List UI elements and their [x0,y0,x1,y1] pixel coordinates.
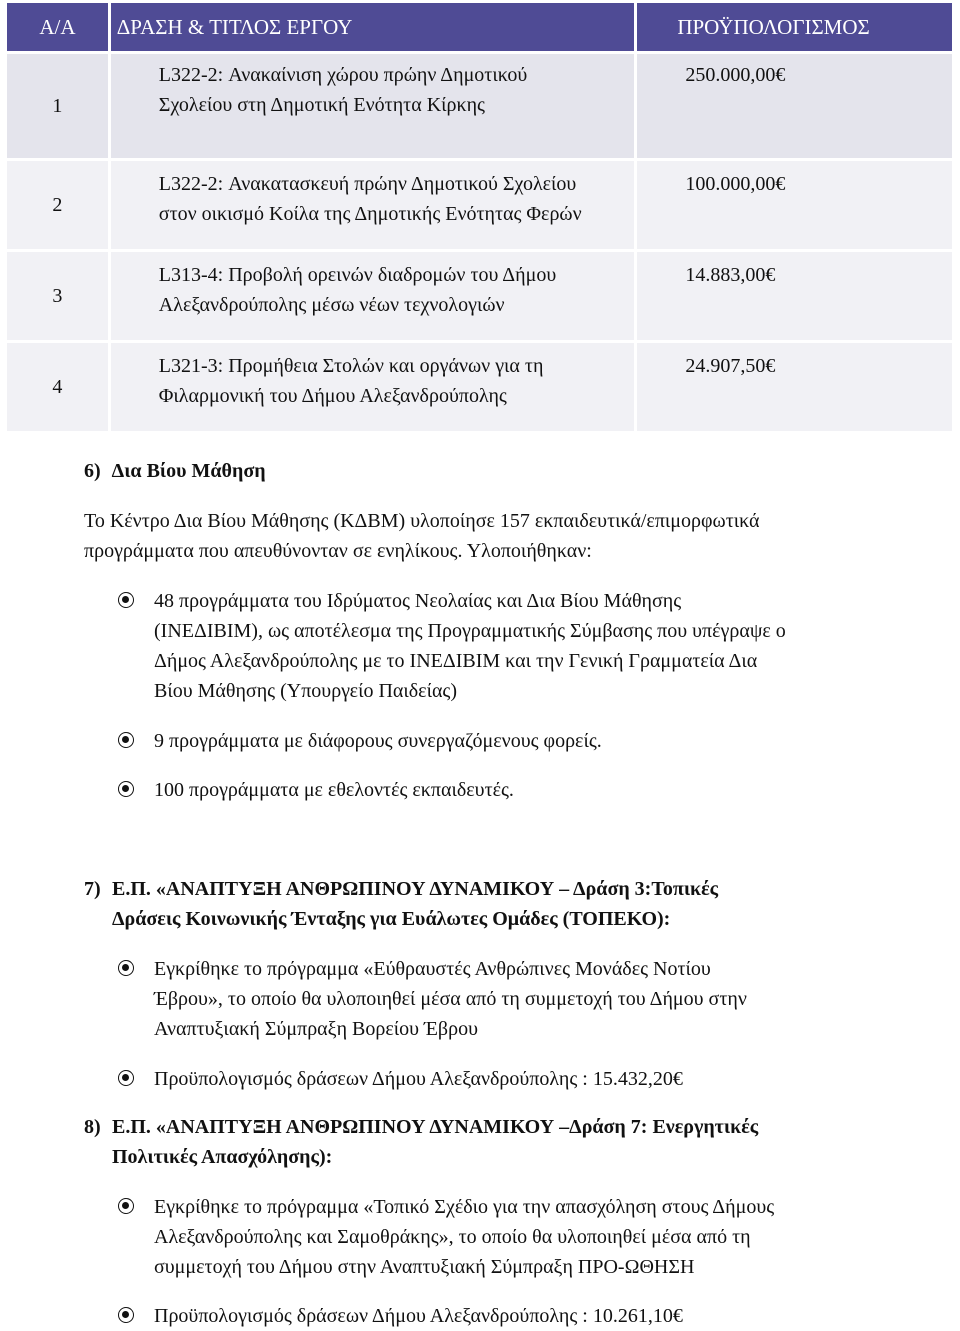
list-item [118,726,898,756]
list-item-line: Προϋπολογισμός δράσεων Δήμου Αλεξανδρούπολης : 15.432,20€ [154,1068,683,1090]
radio-bullet-icon [118,732,134,748]
table-row [7,161,952,249]
list-item-line: 100 προγράμματα με εθελοντές εκπαιδευτές. [154,779,514,801]
section-title-line: Δράσεις Κοινωνικής Ένταξης για Ευάλωτες Ομάδες (ΤΟΠΕΚΟ): [112,908,671,930]
radio-bullet-icon [118,1070,134,1086]
section-6-heading [84,456,904,486]
row-no: 4 [7,343,108,431]
section-6-list [118,586,898,706]
section-title: Δια Βίου Μάθηση [111,460,266,482]
list-item [118,1064,898,1094]
row-title-line: Φιλαρμονική του Δήμου Αλεξανδρούπολης [158,385,507,407]
radio-bullet-icon [118,1198,134,1214]
list-item-line: Προϋπολογισμός δράσεων Δήμου Αλεξανδρούπολης : 10.261,10€ [154,1305,683,1327]
row-title [111,343,635,431]
row-title-line: στον οικισμό Κοίλα της Δημοτικής Ενότητας Φερών [158,203,582,225]
list-item-line: Εγκρίθηκε το πρόγραμμα «Εύθραυστές Ανθρώπινες Μονάδες Νοτίου [154,958,711,980]
table-row [7,252,952,340]
radio-bullet-icon [118,960,134,976]
section-7-heading [84,874,924,934]
section-number: 8) [84,1116,101,1138]
row-no: 3 [7,252,108,340]
list-item-line: Αναπτυξιακή Σύμπραξη Βορείου Έβρου [154,1018,478,1040]
row-title-line: L322-2: Ανακαίνιση χώρου πρώην Δημοτικού [158,64,528,86]
row-budget: 24.907,50€ [637,343,952,431]
list-item-line: (ΙΝΕΔΙΒΙΜ), ως αποτέλεσμα της Προγραμματικής Σύμβασης που υπέγραψε ο [154,620,786,642]
section-7-list [118,1064,898,1094]
list-item [118,775,898,805]
table-row [7,343,952,431]
section-7-list [118,954,898,1044]
radio-bullet-icon [118,1307,134,1323]
row-no: 2 [7,161,108,249]
list-item-line: Δήμος Αλεξανδρούπολης με το ΙΝΕΔΙΒΙΜ και την Γενική Γραμματεία Δια [154,650,758,672]
row-title-line: L313-4: Προβολή ορεινών διαδρομών του Δήμου [158,264,557,286]
list-item [118,586,898,706]
row-budget: 14.883,00€ [637,252,952,340]
list-item [118,954,898,1044]
table-header-row [7,3,952,51]
row-no: 1 [7,54,108,158]
projects-table [4,0,955,434]
radio-bullet-icon [118,781,134,797]
header-no: Α/Α [7,3,108,51]
table-row [7,54,952,158]
list-item-line: συμμετοχή του Δήμου στην Αναπτυξιακή Σύμπραξη ΠΡΟ-ΩΘΗΣΗ [154,1256,695,1278]
list-item-line: Αλεξανδρούπολης και Σαμοθράκης», το οποίο θα υλοποιηθεί μέσα από τη [154,1226,751,1248]
section-8-heading [84,1112,924,1172]
radio-bullet-icon [118,592,134,608]
section-title [112,1112,924,1172]
row-budget: 250.000,00€ [637,54,952,158]
section-6-paragraph [84,506,914,566]
list-item-line: Εγκρίθηκε το πρόγραμμα «Τοπικό Σχέδιο για την απασχόληση στους Δήμους [154,1196,775,1218]
list-item [118,1301,898,1331]
section-8-list [118,1301,898,1331]
list-item-line: Βίου Μάθησης (Υπουργείο Παιδείας) [154,680,458,702]
list-item [118,1192,898,1282]
paragraph-line: προγράμματα που απευθύνονταν σε ενηλίκους. Υλοποιήθηκαν: [84,540,592,562]
list-item-line: 9 προγράμματα με διάφορους συνεργαζόμενους φορείς. [154,730,602,752]
section-6-list [118,775,898,805]
header-title: ΔΡΑΣΗ & ΤΙΤΛΟΣ ΕΡΓΟΥ [111,3,635,51]
row-title-line: Σχολείου στη Δημοτική Ενότητα Κίρκης [158,94,485,116]
section-title [112,874,924,934]
list-item-line: Έβρου», το οποίο θα υλοποιηθεί μέσα από τη συμμετοχή του Δήμου στην [154,988,747,1010]
row-title-line: Αλεξανδρούπολης μέσω νέων τεχνολογιών [158,294,505,316]
header-budget: ΠΡΟΫΠΟΛΟΓΙΣΜΟΣ [637,3,952,51]
row-budget: 100.000,00€ [637,161,952,249]
row-title-line: L322-2: Ανακατασκευή πρώην Δημοτικού Σχολείου [158,173,577,195]
section-title-line: Ε.Π. «ΑΝΑΠΤΥΞΗ ΑΝΘΡΩΠΙΝΟΥ ΔΥΝΑΜΙΚΟΥ – Δράση 3:Τοπικές [112,878,719,900]
section-title-line: Ε.Π. «ΑΝΑΠΤΥΞΗ ΑΝΘΡΩΠΙΝΟΥ ΔΥΝΑΜΙΚΟΥ –Δράση 7: Ενεργητικές [112,1116,759,1138]
paragraph-line: Το Κέντρο Δια Βίου Μάθησης (ΚΔΒΜ) υλοποίησε 157 εκπαιδευτικά/επιμορφωτικά [84,510,760,532]
section-8-list [118,1192,898,1282]
row-title [111,54,635,158]
section-title-line: Πολιτικές Απασχόλησης): [112,1146,333,1168]
row-title [111,252,635,340]
section-6-list [118,726,898,756]
row-title [111,161,635,249]
section-number: 6) [84,460,101,482]
list-item-line: 48 προγράμματα του Ιδρύματος Νεολαίας και Δια Βίου Μάθησης [154,590,682,612]
row-title-line: L321-3: Προμήθεια Στολών και οργάνων για τη [158,355,544,377]
section-number: 7) [84,878,101,900]
